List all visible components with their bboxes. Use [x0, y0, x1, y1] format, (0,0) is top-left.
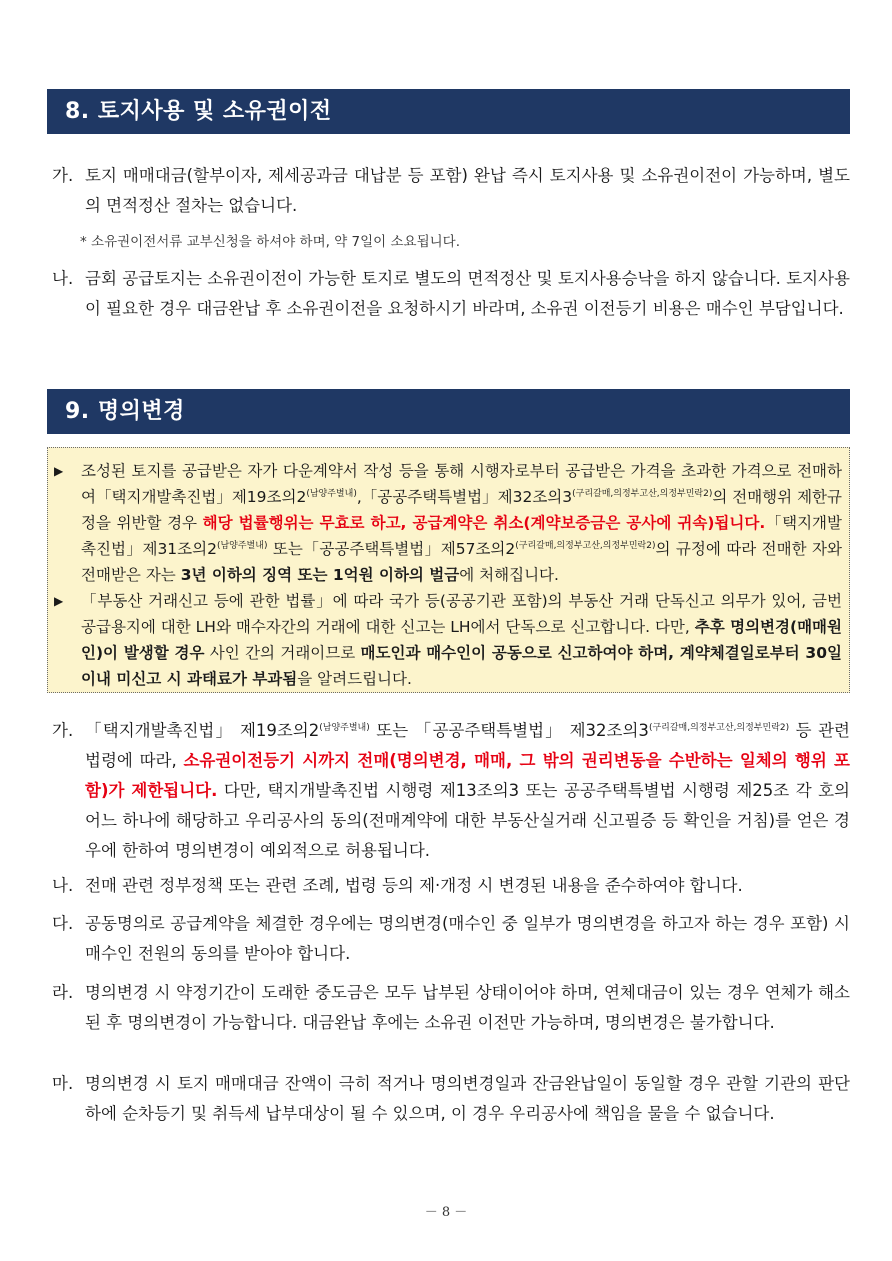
emphasis-text: 추후 명의변경(매매원인)이 발생할 경우: [81, 618, 842, 662]
notice-item-transaction-report: ▶ 「부동산 거래신고 등에 관한 법률」에 따라 국가 등(공공기관 포함)의 부동산 거래 단독신고 의무가 있어, 금번 공급용지에 대한 LH와 매수자간의 거래에 대한 신고는 LH에서 단독으로 신고합니다. 다만, 추후 명의변경(매매원인)이 발생할 경우 사인 간의 거래이므로 매도인과 매수인이 공동으로 신고하여야 하며, 계약체결일로부터 30일 이내 미신고 시 과태료가 부과됨을 알려드립니다.: [54, 588, 842, 692]
section-9-item-na: [52, 871, 850, 901]
section-9-item-da: [52, 909, 850, 969]
item-text: 전매 관련 정부정책 또는 관련 조례, 법령 등의 제·개정 시 변경된 내용을 준수하여야 합니다.: [85, 876, 743, 895]
section-8-item-ga: [52, 161, 850, 221]
section-8-note: * 소유권이전서류 교부신청을 하셔야 하며, 약 7일이 소요됩니다.: [80, 234, 460, 250]
penalty-text: 3년 이하의 징역 또는 1억원 이하의 벌금: [180, 566, 460, 584]
item-marker: 라.: [52, 983, 74, 1002]
emphasis-text: 매도인과 매수인이 공동으로 신고하여야 하며, 계약체결일로부터 30일 이내 미신고 시 과태료가 부과됨: [81, 644, 842, 688]
item-marker: 마.: [52, 1074, 74, 1093]
item-text: 명의변경 시 약정기간이 도래한 중도금은 모두 납부된 상태이어야 하며, 연체대금이 있는 경우 연체가 해소된 후 명의변경이 가능합니다. 대금완납 후에는 소유권 이전만 가능하며, 명의변경은 불가합니다.: [85, 983, 850, 1032]
section-9-item-ra: [52, 978, 850, 1038]
item-marker: 다.: [52, 914, 74, 933]
page-number: － 8 －: [424, 1205, 468, 1220]
item-text: 금회 공급토지는 소유권이전이 가능한 토지로 별도의 면적정산 및 토지사용승낙을 하지 않습니다. 토지사용이 필요한 경우 대금완납 후 소유권이전을 요청하시기 바라며, 소유권 이전등기 비용은 매수인 부담입니다.: [85, 269, 850, 318]
section-8-header: [47, 89, 850, 134]
section-9-header: [47, 389, 850, 434]
item-marker: 나.: [52, 876, 74, 895]
section-9-title: 9. 명의변경: [65, 399, 185, 424]
triangle-bullet-icon: ▶: [54, 594, 64, 608]
section-8-title: 8. 토지사용 및 소유권이전: [65, 99, 332, 124]
item-marker: 가.: [52, 721, 74, 740]
warning-text: 소유권이전등기 시까지 전매(명의변경, 매매, 그 밖의 권리변동을 수반하는 일체의 행위 포함)가 제한됩니다.: [85, 751, 850, 800]
item-marker: 가.: [52, 166, 74, 185]
section-9-item-ga: 가. 「택지개발촉진법」 제19조의$2^{(남양주별내)}$ 또는 「공공주택특별법」 제32조의$3^{(구리갈매,의정부고산,의정부민락2)}$ 등 관련 법령에 따라, 소유권이전등기 시까지 전매(명의변경, 매매, 그 밖의 권리변동을 수반하는 일체의 행위 포함)가 제한됩니다. 다만, 택지개발촉진법 시행령 제13조의3 또는 공공주택특별법 시행령 제25조 각 호의 어느 하나에 해당하고 우리공사의 동의(전매계약에 대한 부동산실거래 신고필증 등 확인을 거침)를 얻은 경우에 한하여 명의변경이 예외적으로 허용됩니다.: [52, 716, 850, 866]
item-text: 공동명의로 공급계약을 체결한 경우에는 명의변경(매수인 중 일부가 명의변경을 하고자 하는 경우 포함) 시 매수인 전원의 동의를 받아야 합니다.: [85, 914, 850, 963]
notice-item-resale-restriction: ▶ 조성된 토지를 공급받은 자가 다운계약서 작성 등을 통해 시행자로부터 공급받은 가격을 초과한 가격으로 전매하여「택지개발촉진법」제19조의$2^{(남양주별내)}$,「공공주택특별법」제32조의$3^{(구리갈매,의정부고산,의정부민락2)}$의 전매행위 제한규정을 위반할 경우 해당 법률행위는 무효로 하고, 공급계약은 취소(계약보증금은 공사에 귀속)됩니다.「택지개발촉진법」제31조의$2^{(남양주별내)}$ 또는「공공주택특별법」제57조의$2^{(구리갈매,의정부고산,의정부민락2)}$의 규정에 따라 전매한 자와 전매받은 자는 3년 이하의 징역 또는 1억원 이하의 벌금에 처해집니다.: [54, 458, 842, 588]
section-9-item-ma: [52, 1069, 850, 1129]
item-text: 토지 매매대금(할부이자, 제세공과금 대납분 등 포함) 완납 즉시 토지사용 및 소유권이전이 가능하며, 별도의 면적정산 절차는 없습니다.: [85, 166, 850, 215]
section-8-item-na: [52, 264, 850, 324]
item-marker: 나.: [52, 269, 74, 288]
resale-notice-box: [47, 447, 850, 693]
item-text: 명의변경 시 토지 매매대금 잔액이 극히 적거나 명의변경일과 잔금완납일이 동일할 경우 관할 기관의 판단 하에 순차등기 및 취득세 납부대상이 될 수 있으며, 이 경우 우리공사에 책임을 물을 수 없습니다.: [85, 1074, 850, 1123]
triangle-bullet-icon: ▶: [54, 464, 64, 478]
warning-text: 해당 법률행위는 무효로 하고, 공급계약은 취소(계약보증금은 공사에 귀속)됩니다.: [202, 514, 766, 532]
